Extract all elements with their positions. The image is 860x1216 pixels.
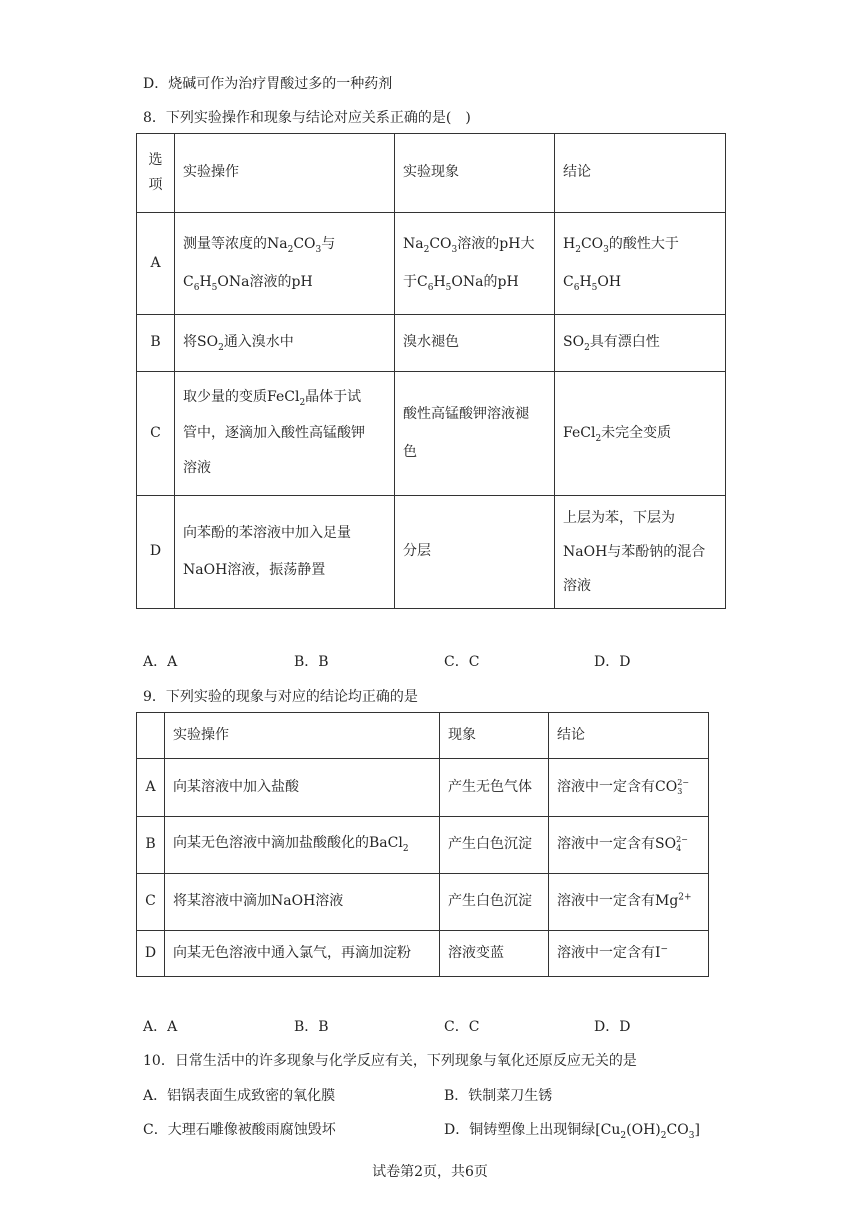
row-operation: 向苯酚的苯溶液中加入足量 NaOH溶液，振荡静置 [175, 496, 395, 609]
row-conclusion: 上层为苯，下层为 NaOH与苯酚钠的混合 溶液 [555, 496, 726, 609]
table-row [137, 213, 726, 315]
row-conclusion: 溶液中一定含有$Mg^{2+}$ [549, 874, 709, 931]
q9-choice-d[interactable]: D．D [594, 1019, 631, 1035]
q9-choice-b[interactable]: B．B [294, 1019, 329, 1035]
header-phenomenon: 现象 [440, 713, 549, 759]
row-conclusion: $SO_2$具有漂白性 [555, 315, 726, 372]
header-operation: 实验操作 [175, 134, 395, 213]
row-operation: 取少量的变质FeCl$_2$晶体于试 管中，逐滴加入酸性高锰酸钾 溶液 [175, 372, 395, 496]
header-operation: 实验操作 [165, 713, 440, 759]
q10-stem: 10．日常生活中的许多现象与化学反应有关，下列现象与氧化还原反应无关的是 [143, 1053, 637, 1069]
header-phenomenon: 实验现象 [395, 134, 555, 213]
q9-stem: 9．下列实验的现象与对应的结论均正确的是 [143, 689, 418, 705]
row-phenomenon: 酸性高锰酸钾溶液褪 色 [395, 372, 555, 496]
table-header-row [137, 134, 726, 213]
row-phenomenon: 产生无色气体 [440, 759, 549, 817]
q9-choice-a[interactable]: A．A [143, 1019, 178, 1035]
q10-choice-d[interactable]: D．铜铸塑像上出现铜绿$[Cu_2(OH)_2CO_3]$ [444, 1122, 700, 1141]
row-operation: 将$SO_2$通入溴水中 [175, 315, 395, 372]
q8-choice-b[interactable]: B．B [294, 654, 329, 670]
row-conclusion: FeCl$_2$未完全变质 [555, 372, 726, 496]
q9-table [136, 712, 709, 977]
page-footer: 试卷第2页，共6页 [372, 1164, 488, 1180]
row-operation: 测量等浓度的$Na_2CO_3$与 $C_6H_5ONa$溶液的pH [175, 213, 395, 315]
row-option: B [137, 817, 165, 874]
table-row [137, 315, 726, 372]
table-row [137, 496, 726, 609]
q10-choice-c[interactable]: C．大理石雕像被酸雨腐蚀毁坏 [143, 1122, 336, 1138]
header-option: 选 项 [137, 134, 175, 213]
row-option: A [137, 213, 175, 315]
q8-choice-c[interactable]: C．C [444, 654, 480, 670]
row-option: B [137, 315, 175, 372]
header-conclusion: 结论 [555, 134, 726, 213]
table-header-row [137, 713, 709, 759]
q10-choice-b[interactable]: B．铁制菜刀生锈 [444, 1088, 553, 1104]
q8-table [136, 133, 726, 609]
row-option: A [137, 759, 165, 817]
table-row [137, 874, 709, 931]
table-row [137, 931, 709, 977]
row-conclusion: $H_2CO_3$的酸性大于 $C_6H_5OH$ [555, 213, 726, 315]
table-row [137, 372, 726, 496]
q8-choice-d[interactable]: D．D [594, 654, 631, 670]
row-option: C [137, 874, 165, 931]
header-option [137, 713, 165, 759]
row-conclusion: 溶液中一定含有I− [549, 931, 709, 977]
row-conclusion: 溶液中一定含有SO 2− 4 [549, 817, 709, 874]
q7-option-d: D．烧碱可作为治疗胃酸过多的一种药剂 [143, 76, 393, 92]
row-phenomenon: 分层 [395, 496, 555, 609]
row-operation: 向某无色溶液中通入氯气，再滴加淀粉 [165, 931, 440, 977]
row-phenomenon: 产生白色沉淀 [440, 874, 549, 931]
row-operation: 向某无色溶液中滴加盐酸酸化的BaCl$_2$ [165, 817, 440, 874]
row-option: C [137, 372, 175, 496]
row-conclusion: 溶液中一定含有CO 2− 3 [549, 759, 709, 817]
table-row [137, 759, 709, 817]
row-phenomenon: $Na_2CO_3$溶液的pH大 于$C_6H_5ONa$的pH [395, 213, 555, 315]
row-phenomenon: 溴水褪色 [395, 315, 555, 372]
q8-choice-a[interactable]: A．A [143, 654, 178, 670]
row-option: D [137, 496, 175, 609]
q9-choice-c[interactable]: C．C [444, 1019, 480, 1035]
q10-choice-a[interactable]: A．铝锅表面生成致密的氧化膜 [143, 1088, 336, 1104]
header-conclusion: 结论 [549, 713, 709, 759]
row-operation: 将某溶液中滴加NaOH溶液 [165, 874, 440, 931]
row-phenomenon: 产生白色沉淀 [440, 817, 549, 874]
table-row [137, 817, 709, 874]
q8-stem: 8．下列实验操作和现象与结论对应关系正确的是( ) [143, 110, 471, 126]
row-operation: 向某溶液中加入盐酸 [165, 759, 440, 817]
row-option: D [137, 931, 165, 977]
row-phenomenon: 溶液变蓝 [440, 931, 549, 977]
